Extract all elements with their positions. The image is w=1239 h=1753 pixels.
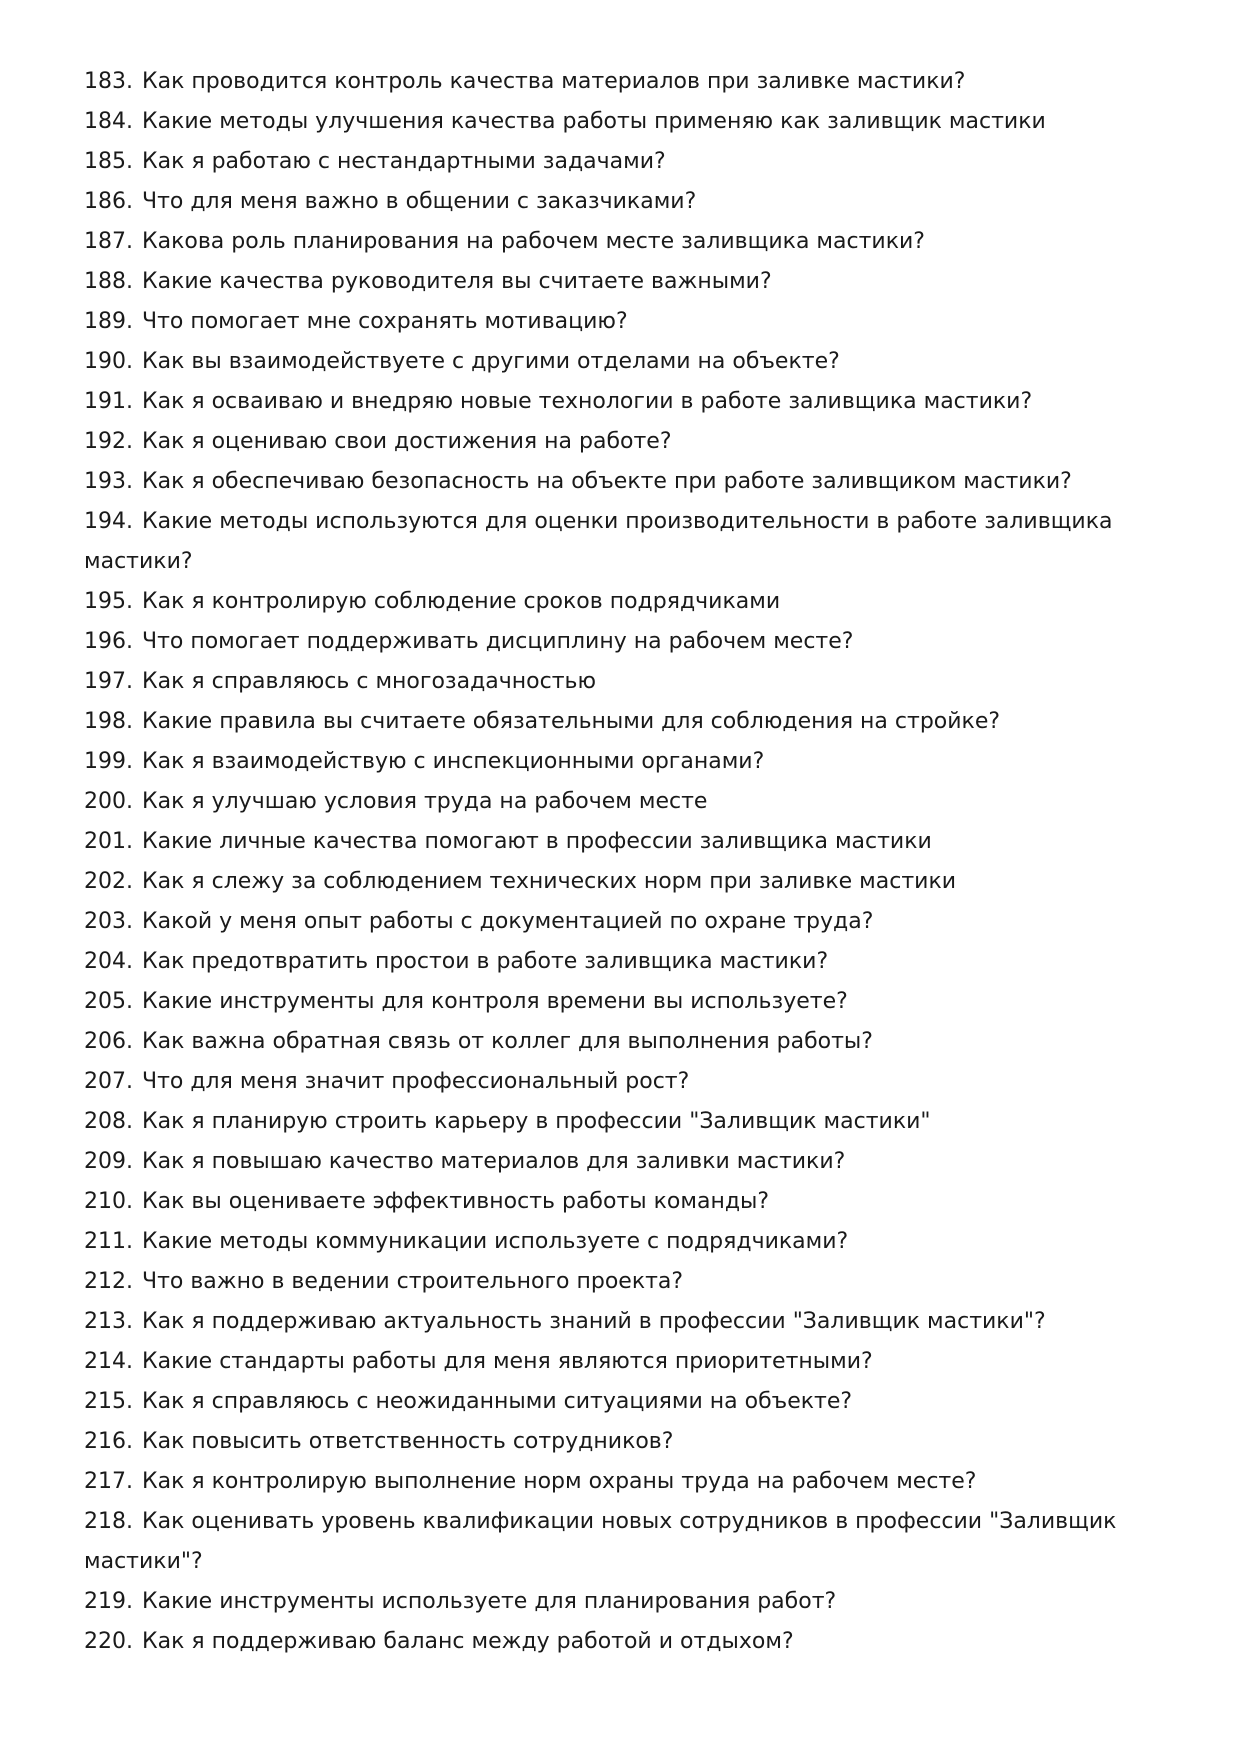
- question-item: [84, 1582, 1144, 1622]
- question-text: Какова роль планирования на рабочем месте заливщика мастики?: [141, 229, 925, 254]
- question-item: [84, 702, 1144, 742]
- question-item: [84, 102, 1144, 142]
- question-number: 219.: [84, 1589, 133, 1614]
- question-item: [84, 502, 1144, 582]
- question-item: [84, 1022, 1144, 1062]
- question-item: [84, 1422, 1144, 1462]
- question-item: [84, 462, 1144, 502]
- question-number: 196.: [84, 629, 133, 654]
- question-text: Какие качества руководителя вы считаете важными?: [141, 269, 772, 294]
- question-text: Какой у меня опыт работы с документацией по охране труда?: [141, 909, 874, 934]
- question-number: 186.: [84, 189, 133, 214]
- question-text: Как я справляюсь с неожиданными ситуациями на объекте?: [141, 1389, 853, 1414]
- question-text: Как важна обратная связь от коллег для выполнения работы?: [141, 1029, 873, 1054]
- question-text: Как предотвратить простои в работе заливщика мастики?: [141, 949, 829, 974]
- question-text: Какие методы улучшения качества работы применяю как заливщик мастики: [141, 109, 1046, 134]
- question-number: 220.: [84, 1629, 133, 1654]
- question-number: 218.: [84, 1509, 133, 1534]
- question-text: Как я поддерживаю актуальность знаний в профессии "Заливщик мастики"?: [141, 1309, 1046, 1334]
- question-item: [84, 1342, 1144, 1382]
- question-text: Что для меня значит профессиональный рост?: [141, 1069, 690, 1094]
- question-number: 209.: [84, 1149, 133, 1174]
- question-text: Как я улучшаю условия труда на рабочем месте: [141, 789, 708, 814]
- question-number: 205.: [84, 989, 133, 1014]
- question-item: [84, 902, 1144, 942]
- question-text: Как я работаю с нестандартными задачами?: [141, 149, 666, 174]
- question-item: [84, 1462, 1144, 1502]
- question-number: 199.: [84, 749, 133, 774]
- question-text: Какие стандарты работы для меня являются приоритетными?: [141, 1349, 873, 1374]
- question-text: Какие личные качества помогают в профессии заливщика мастики: [141, 829, 932, 854]
- question-text: Какие методы коммуникации используете с подрядчиками?: [141, 1229, 849, 1254]
- question-number: 200.: [84, 789, 133, 814]
- question-number: 204.: [84, 949, 133, 974]
- question-item: [84, 1302, 1144, 1342]
- question-number: 212.: [84, 1269, 133, 1294]
- question-number: 190.: [84, 349, 133, 374]
- question-text: Что помогает мне сохранять мотивацию?: [141, 309, 628, 334]
- question-text: Как я справляюсь с многозадачностью: [141, 669, 597, 694]
- question-number: 216.: [84, 1429, 133, 1454]
- question-number: 203.: [84, 909, 133, 934]
- question-text: Какие правила вы считаете обязательными для соблюдения на стройке?: [141, 709, 1001, 734]
- question-text: Как вы оцениваете эффективность работы команды?: [141, 1189, 770, 1214]
- question-item: [84, 1102, 1144, 1142]
- question-number: 202.: [84, 869, 133, 894]
- question-item: [84, 1622, 1144, 1662]
- question-item: [84, 182, 1144, 222]
- question-item: [84, 262, 1144, 302]
- question-item: [84, 1262, 1144, 1302]
- question-text: Какие инструменты используете для планирования работ?: [141, 1589, 837, 1614]
- question-text: Как я поддерживаю баланс между работой и отдыхом?: [141, 1629, 794, 1654]
- question-item: [84, 1502, 1144, 1582]
- question-text: Как я повышаю качество материалов для заливки мастики?: [141, 1149, 846, 1174]
- question-item: [84, 662, 1144, 702]
- question-text: Как я планирую строить карьеру в профессии "Заливщик мастики": [141, 1109, 931, 1134]
- question-item: [84, 222, 1144, 262]
- question-item: [84, 1182, 1144, 1222]
- question-number: 198.: [84, 709, 133, 734]
- question-text: Какие инструменты для контроля времени вы используете?: [141, 989, 848, 1014]
- question-number: 206.: [84, 1029, 133, 1054]
- question-text: Как повысить ответственность сотрудников?: [141, 1429, 674, 1454]
- question-item: [84, 942, 1144, 982]
- question-number: 187.: [84, 229, 133, 254]
- question-text: Что для меня важно в общении с заказчиками?: [141, 189, 697, 214]
- question-text: Какие методы используются для оценки производительности в работе заливщика мастики?: [84, 509, 1113, 574]
- question-number: 193.: [84, 469, 133, 494]
- question-item: [84, 1062, 1144, 1102]
- question-item: [84, 382, 1144, 422]
- question-text: Как я осваиваю и внедряю новые технологии в работе заливщика мастики?: [141, 389, 1033, 414]
- question-number: 208.: [84, 1109, 133, 1134]
- question-item: [84, 822, 1144, 862]
- question-item: [84, 302, 1144, 342]
- question-number: 195.: [84, 589, 133, 614]
- question-text: Как вы взаимодействуете с другими отделами на объекте?: [141, 349, 840, 374]
- question-number: 211.: [84, 1229, 133, 1254]
- question-text: Как я контролирую соблюдение сроков подрядчиками: [141, 589, 781, 614]
- question-number: 201.: [84, 829, 133, 854]
- question-item: [84, 862, 1144, 902]
- question-item: [84, 1382, 1144, 1422]
- question-item: [84, 622, 1144, 662]
- question-item: [84, 782, 1144, 822]
- question-item: [84, 742, 1144, 782]
- question-item: [84, 582, 1144, 622]
- question-number: 210.: [84, 1189, 133, 1214]
- question-number: 207.: [84, 1069, 133, 1094]
- question-text: Как я контролирую выполнение норм охраны труда на рабочем месте?: [141, 1469, 977, 1494]
- question-item: [84, 422, 1144, 462]
- question-text: Как проводится контроль качества материалов при заливке мастики?: [141, 69, 966, 94]
- question-number: 213.: [84, 1309, 133, 1334]
- question-number: 192.: [84, 429, 133, 454]
- question-text: Что помогает поддерживать дисциплину на рабочем месте?: [141, 629, 854, 654]
- question-item: [84, 982, 1144, 1022]
- question-number: 194.: [84, 509, 133, 534]
- question-number: 215.: [84, 1389, 133, 1414]
- question-item: [84, 1142, 1144, 1182]
- question-list: [84, 62, 1144, 1662]
- question-number: 217.: [84, 1469, 133, 1494]
- question-number: 185.: [84, 149, 133, 174]
- question-number: 184.: [84, 109, 133, 134]
- question-text: Как я слежу за соблюдением технических норм при заливке мастики: [141, 869, 957, 894]
- question-item: [84, 142, 1144, 182]
- question-item: [84, 1222, 1144, 1262]
- question-number: 197.: [84, 669, 133, 694]
- question-number: 191.: [84, 389, 133, 414]
- question-text: Что важно в ведении строительного проекта?: [141, 1269, 684, 1294]
- question-number: 189.: [84, 309, 133, 334]
- question-item: [84, 62, 1144, 102]
- question-item: [84, 342, 1144, 382]
- question-text: Как я обеспечиваю безопасность на объекте при работе заливщиком мастики?: [141, 469, 1072, 494]
- question-number: 214.: [84, 1349, 133, 1374]
- question-text: Как я оцениваю свои достижения на работе?: [141, 429, 672, 454]
- question-text: Как я взаимодействую с инспекционными органами?: [141, 749, 765, 774]
- question-text: Как оценивать уровень квалификации новых сотрудников в профессии "Заливщик мастики"?: [84, 1509, 1117, 1574]
- question-number: 183.: [84, 69, 133, 94]
- question-number: 188.: [84, 269, 133, 294]
